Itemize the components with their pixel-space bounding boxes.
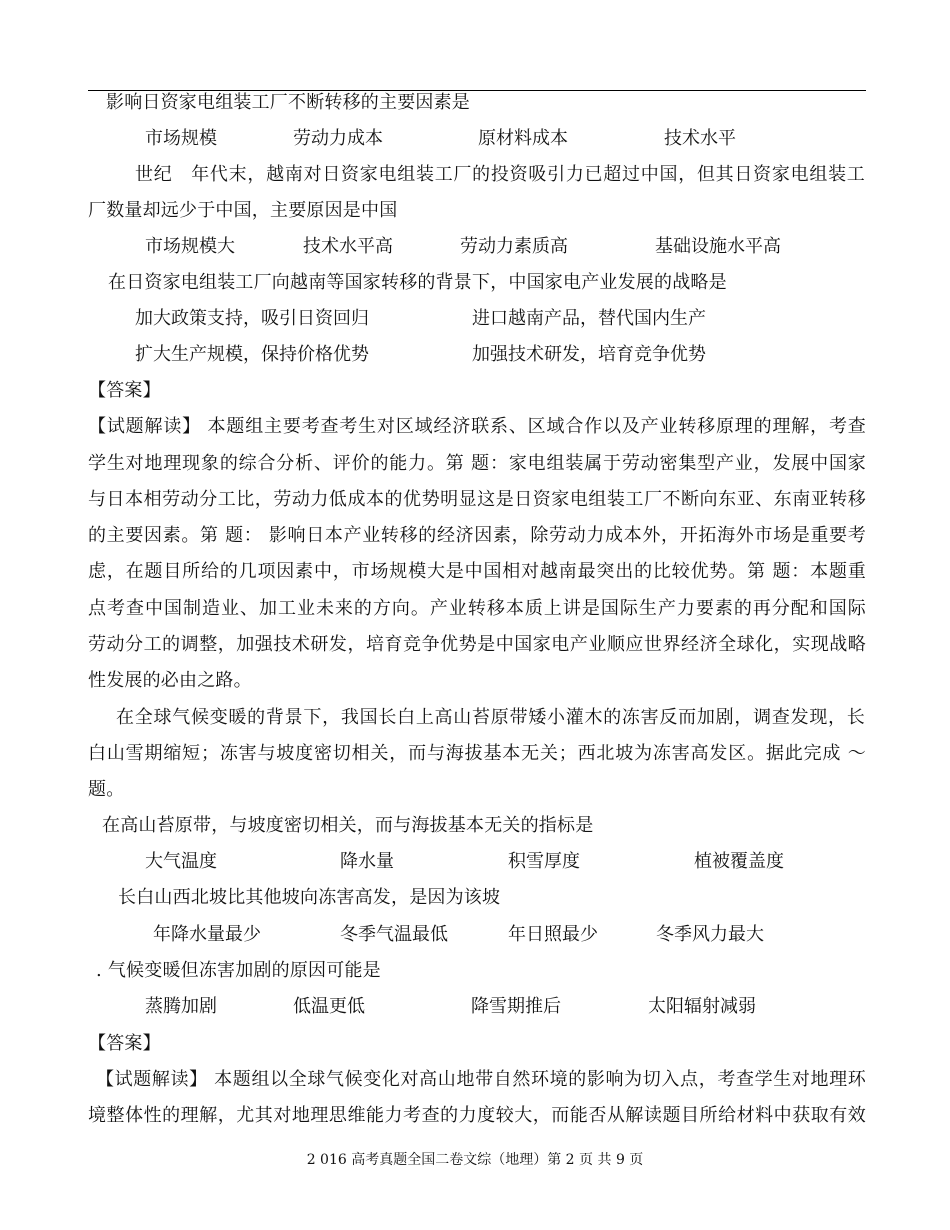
q3-option-d: 加强技术研发，培育竞争优势	[472, 344, 706, 365]
passage2-line-1: 在全球气候变暖的背景下，我国长白上高山苔原带矮小灌木的冻害反而加剧，调查发现，长	[116, 707, 865, 728]
q6-option-d: 太阳辐射减弱	[648, 996, 756, 1017]
q2-stem-line1: 世纪 年代末，越南对日资家电组装工厂的投资吸引力已超过中国，但其日资家电组装工	[135, 164, 865, 185]
q1-option-b: 劳动力成本	[293, 128, 383, 149]
passage2-line-3: 题。	[88, 779, 125, 800]
q1-stem: 影响日资家电组装工厂不断转移的主要因素是	[106, 92, 470, 113]
passage2-line-2: 白山雪期缩短；冻害与坡度密切相关，而与海拔基本无关；西北坡为冻害高发区。据此完成 ～	[88, 743, 866, 764]
q6-stem: . 气候变暖但冻害加剧的原因可能是	[96, 960, 381, 981]
analysis1-line-6: 点考查中国制造业、加工业未来的方向。产业转移本质上讲是国际生产力要素的再分配和国际	[88, 598, 866, 619]
header-rule	[88, 90, 866, 91]
q4-option-a: 大气温度	[145, 851, 217, 872]
page-footer: 2 016 高考真题全国二卷文综（地理）第 2 页 共 9 页	[306, 1152, 644, 1168]
q5-option-c: 年日照最少	[508, 924, 598, 945]
q1-option-c: 原材料成本	[478, 128, 568, 149]
q3-option-b: 进口越南产品，替代国内生产	[472, 308, 706, 329]
q6-option-a: 蒸腾加剧	[145, 996, 217, 1017]
q4-option-c: 积雪厚度	[508, 851, 580, 872]
answer-label-1: 【答案】	[88, 380, 161, 401]
q1-option-d: 技术水平	[664, 128, 736, 149]
analysis1-line-8: 性发展的必由之路。	[88, 670, 252, 691]
analysis1-line-5: 虑，在题目所给的几项因素中，市场规模大是中国相对越南最突出的比较优势。第 题：本题重	[88, 561, 866, 582]
q5-option-d: 冬季风力最大	[656, 924, 764, 945]
q5-option-a: 年降水量最少	[153, 924, 261, 945]
q2-option-d: 基础设施水平高	[655, 236, 781, 257]
q1-option-a: 市场规模	[145, 128, 217, 149]
analysis1-line-2: 学生对地理现象的综合分析、评价的能力。第 题：家电组装属于劳动密集型产业，发展中国家	[88, 453, 866, 474]
analysis1-line-1: 【试题解读】 本题组主要考查考生对区域经济联系、区域合作以及产业转移原理的理解，考查	[88, 416, 866, 437]
analysis1-line-4: 的主要因素。第 题： 影响日本产业转移的经济因素，除劳动力成本外，开拓海外市场是重要考	[88, 525, 866, 546]
q4-option-d: 植被覆盖度	[694, 851, 784, 872]
analysis1-line-3: 与日本相劳动分工比，劳动力低成本的优势明显这是日资家电组装工厂不断向东亚、东南亚转移	[88, 489, 866, 510]
q5-option-b: 冬季气温最低	[340, 924, 448, 945]
q4-stem: 在高山苔原带，与坡度密切相关，而与海拔基本无关的指标是	[102, 815, 594, 836]
analysis1-line-7: 劳动分工的调整，加强技术研发，培育竞争优势是中国家电产业顺应世界经济全球化，实现战略	[88, 634, 866, 655]
q3-stem: 在日资家电组装工厂向越南等国家转移的背景下，中国家电产业发展的战略是	[108, 272, 727, 293]
q6-option-c: 降雪期推后	[471, 996, 561, 1017]
analysis2-line-1: 【试题解读】 本题组以全球气候变化对高山地带自然环境的影响为切入点，考查学生对地理环	[96, 1069, 866, 1090]
q2-option-c: 劳动力素质高	[460, 236, 568, 257]
q4-option-b: 降水量	[340, 851, 394, 872]
q2-option-a: 市场规模大	[145, 236, 235, 257]
answer-label-2: 【答案】	[88, 1033, 161, 1054]
q2-stem-line2: 厂数量却远少于中国，主要原因是中国	[88, 200, 398, 221]
q3-option-a: 加大政策支持，吸引日资回归	[135, 308, 369, 329]
q3-option-c: 扩大生产规模，保持价格优势	[135, 344, 369, 365]
q2-option-b: 技术水平高	[303, 236, 393, 257]
q5-stem: 长白山西北坡比其他坡向冻害高发，是因为该坡	[118, 887, 501, 908]
q6-option-b: 低温更低	[293, 996, 365, 1017]
analysis2-line-2: 境整体性的理解，尤其对地理思维能力考查的力度较大，而能否从解读题目所给材料中获取有效	[88, 1105, 866, 1126]
